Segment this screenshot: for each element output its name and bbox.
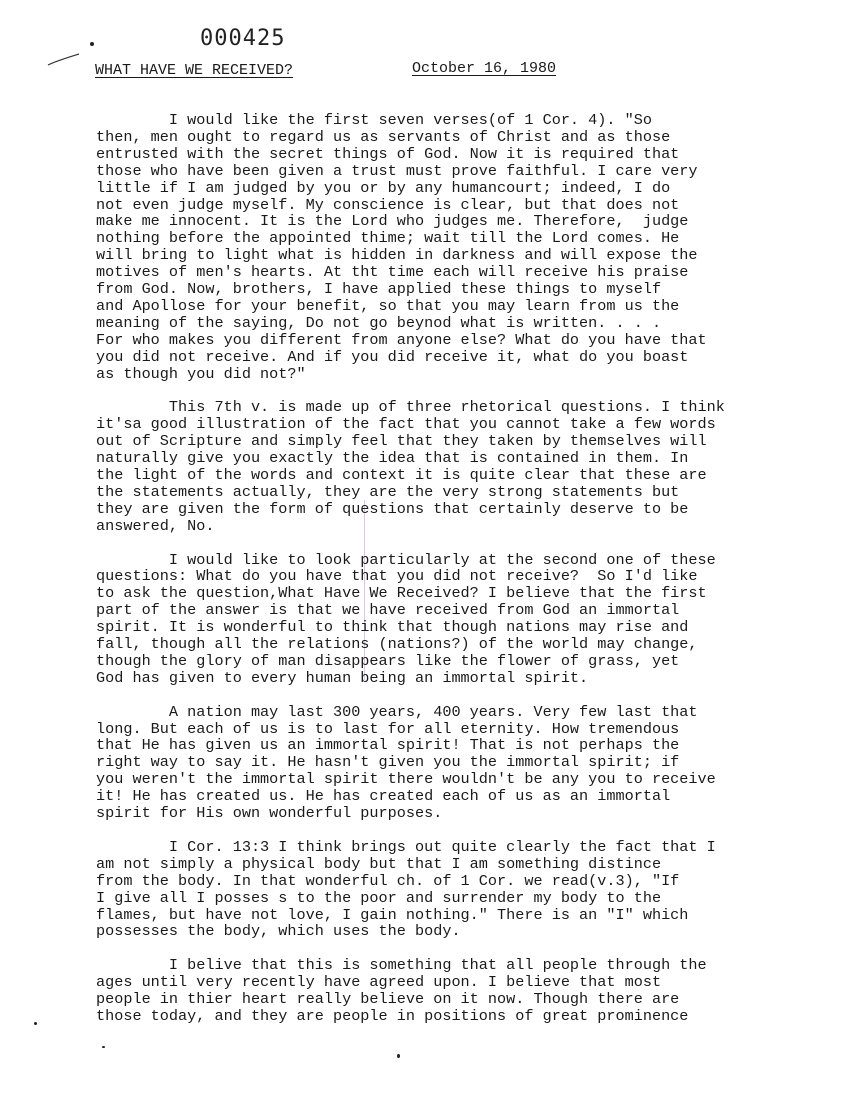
margin-speck xyxy=(102,1046,105,1048)
paragraph-intro: I would like the first seven verses(of 1 Cor. 4). "So then, men ought to regard us as servants of Christ and as those entrusted with the secret things of God. Now it is required that those who have been given a trust must prove faithful. I care very little if I am judged by you or by any humancourt; indeed, I do not even judge myself. My conscience is clear, but that does not make me innocent. It is the Lord who judges me. Therefore, judge nothing before the appointed thime; wait till the Lord comes. He will bring to light what is hidden in darkness and will expose the motives of men's hearts. At tht time each will receive his praise from God. Now, brothers, I have applied these things to myself and Apollose for your benefit, so that you may learn from us the meaning of the saying, Do not go beynod what is written. . . . For who makes you different from anyone else? What do you have that you did not receive. And if you did receive it, what do you boast as though you did not?" xyxy=(96,111,707,383)
document-number: 000425 xyxy=(200,26,286,51)
document-body xyxy=(96,112,816,1042)
paragraph-nation: A nation may last 300 years, 400 years. Very few last that long. But each of us is to last for all eternity. How tremendous that He has given us an immortal spirit! That is not perhaps the right way to say it. He hasn't given you the immortal spirit; if you weren't the immortal spirit there wouldn't be any you to receive it! He has created us. He has created each of us as an immortal spirit for His own wonderful purposes. xyxy=(96,702,716,823)
margin-pen-mark xyxy=(46,52,82,68)
document-date: October 16, 1980 xyxy=(412,60,557,77)
paragraph-question: I would like to look particularly at the second one of these questions: What do you have that you did not receive? So I'd like to ask the question,What Have We Received? I believe that the first part of the answer is that we have received from God an immortal spirit. It is wonderful to think that though nations may rise and fall, though all the relations (nations?) of the world may change, though the glory of man disappears like the flower of grass, yet God has given to every human being an immortal spirit. xyxy=(96,550,716,687)
paragraph-rhetorical: This 7th v. is made up of three rhetorical questions. I think it'sa good illustration of the fact that you cannot take a few words out of Scripture and simply feel that they taken by themselves will naturally give you exactly the idea that is contained in them. In the light of the words and context it is quite clear that these are the statements actually, they are the very strong statements but they are given the form of questions that certainly deserve to be answered, No. xyxy=(96,398,725,535)
paragraph-belief: I belive that this is something that all people through the ages until very recently have agreed upon. I believe that most people in thier heart really believe on it now. Though there are those today, and they are people in positions of great prominence xyxy=(96,956,707,1025)
paragraph-corinthians: I Cor. 13:3 I think brings out quite clearly the fact that I am not simply a physical body but that I am something distince from the body. In that wonderful ch. of 1 Cor. we read(v.3), "If I give all I posses s to the poor and surrender my body to the flames, but have not love, I gain nothing." There is an "I" which possesses the body, which uses the body. xyxy=(96,837,716,941)
margin-speck xyxy=(34,1022,37,1025)
margin-speck xyxy=(397,1054,400,1058)
document-title: WHAT HAVE WE RECEIVED? xyxy=(95,62,294,79)
margin-speck xyxy=(90,42,94,46)
